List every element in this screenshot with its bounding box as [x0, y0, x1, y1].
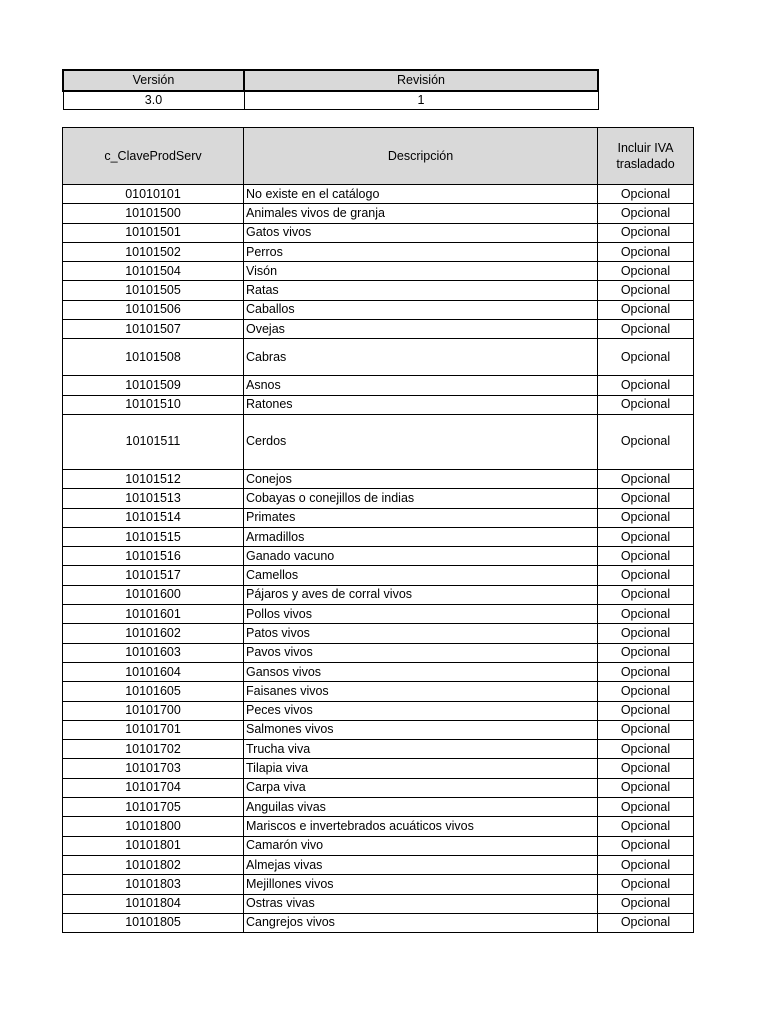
iva-cell: Opcional	[598, 605, 694, 624]
code-cell: 10101701	[63, 720, 244, 739]
code-cell: 10101601	[63, 605, 244, 624]
code-cell: 10101512	[63, 469, 244, 488]
table-row	[63, 508, 694, 527]
table-row	[63, 913, 694, 932]
code-cell: 10101600	[63, 585, 244, 604]
code-cell: 10101510	[63, 395, 244, 414]
code-cell: 10101509	[63, 376, 244, 395]
iva-cell: Opcional	[598, 414, 694, 469]
iva-cell: Opcional	[598, 223, 694, 242]
description-cell: Camellos	[244, 566, 598, 585]
table-row	[63, 662, 694, 681]
table-row	[63, 395, 694, 414]
table-row	[63, 223, 694, 242]
code-cell: 10101506	[63, 300, 244, 319]
description-cell: Animales vivos de granja	[244, 204, 598, 223]
description-cell: Conejos	[244, 469, 598, 488]
iva-column-header: Incluir IVA trasladado	[598, 128, 694, 185]
table-row	[63, 605, 694, 624]
table-row	[63, 320, 694, 339]
description-cell: Salmones vivos	[244, 720, 598, 739]
code-cell: 10101515	[63, 527, 244, 546]
iva-cell: Opcional	[598, 242, 694, 261]
description-cell: Peces vivos	[244, 701, 598, 720]
iva-cell: Opcional	[598, 185, 694, 204]
description-cell: Camarón vivo	[244, 836, 598, 855]
table-row	[63, 376, 694, 395]
description-cell: Ratones	[244, 395, 598, 414]
code-cell: 10101511	[63, 414, 244, 469]
iva-cell: Opcional	[598, 262, 694, 281]
iva-cell: Opcional	[598, 469, 694, 488]
description-cell: Ratas	[244, 281, 598, 300]
description-cell: Pollos vivos	[244, 605, 598, 624]
iva-cell: Opcional	[598, 566, 694, 585]
table-row	[63, 701, 694, 720]
code-cell: 10101703	[63, 759, 244, 778]
iva-cell: Opcional	[598, 855, 694, 874]
description-column-header: Descripción	[244, 128, 598, 185]
description-cell: Anguilas vivas	[244, 798, 598, 817]
table-row	[63, 469, 694, 488]
table-row	[63, 798, 694, 817]
iva-cell: Opcional	[598, 281, 694, 300]
iva-cell: Opcional	[598, 527, 694, 546]
description-cell: Gatos vivos	[244, 223, 598, 242]
table-row	[63, 339, 694, 376]
iva-cell: Opcional	[598, 875, 694, 894]
description-cell: Ostras vivas	[244, 894, 598, 913]
catalog-table	[62, 127, 694, 933]
iva-cell: Opcional	[598, 339, 694, 376]
code-cell: 10101513	[63, 489, 244, 508]
code-cell: 10101802	[63, 855, 244, 874]
code-cell: 01010101	[63, 185, 244, 204]
iva-cell: Opcional	[598, 547, 694, 566]
iva-cell: Opcional	[598, 913, 694, 932]
iva-cell: Opcional	[598, 643, 694, 662]
code-cell: 10101705	[63, 798, 244, 817]
revision-value: 1	[244, 91, 598, 110]
iva-cell: Opcional	[598, 701, 694, 720]
iva-cell: Opcional	[598, 836, 694, 855]
table-row	[63, 778, 694, 797]
description-cell: Trucha viva	[244, 740, 598, 759]
table-row	[63, 242, 694, 261]
description-cell: Primates	[244, 508, 598, 527]
version-header: Versión	[63, 70, 244, 91]
description-cell: Cobayas o conejillos de indias	[244, 489, 598, 508]
description-cell: Faisanes vivos	[244, 682, 598, 701]
description-cell: Mariscos e invertebrados acuáticos vivos	[244, 817, 598, 836]
description-cell: Ovejas	[244, 320, 598, 339]
description-cell: Caballos	[244, 300, 598, 319]
description-cell: Almejas vivas	[244, 855, 598, 874]
version-value: 3.0	[63, 91, 244, 110]
description-cell: Cabras	[244, 339, 598, 376]
revision-header: Revisión	[244, 70, 598, 91]
code-cell: 10101804	[63, 894, 244, 913]
description-cell: Gansos vivos	[244, 662, 598, 681]
iva-cell: Opcional	[598, 489, 694, 508]
code-cell: 10101504	[63, 262, 244, 281]
table-row	[63, 759, 694, 778]
version-table	[62, 69, 599, 110]
description-cell: Ganado vacuno	[244, 547, 598, 566]
description-cell: Cangrejos vivos	[244, 913, 598, 932]
description-cell: Cerdos	[244, 414, 598, 469]
description-cell: Tilapia viva	[244, 759, 598, 778]
code-cell: 10101700	[63, 701, 244, 720]
iva-cell: Opcional	[598, 585, 694, 604]
code-cell: 10101602	[63, 624, 244, 643]
iva-cell: Opcional	[598, 817, 694, 836]
iva-cell: Opcional	[598, 376, 694, 395]
code-cell: 10101501	[63, 223, 244, 242]
description-cell: No existe en el catálogo	[244, 185, 598, 204]
table-row	[63, 414, 694, 469]
code-cell: 10101800	[63, 817, 244, 836]
table-row	[63, 624, 694, 643]
description-cell: Pavos vivos	[244, 643, 598, 662]
table-row	[63, 585, 694, 604]
table-row	[63, 875, 694, 894]
description-cell: Patos vivos	[244, 624, 598, 643]
code-cell: 10101603	[63, 643, 244, 662]
code-cell: 10101502	[63, 242, 244, 261]
iva-cell: Opcional	[598, 662, 694, 681]
table-row	[63, 720, 694, 739]
catalog-body	[63, 185, 694, 933]
code-cell: 10101505	[63, 281, 244, 300]
code-cell: 10101508	[63, 339, 244, 376]
description-cell: Visón	[244, 262, 598, 281]
table-row	[63, 547, 694, 566]
code-cell: 10101702	[63, 740, 244, 759]
table-row	[63, 262, 694, 281]
code-cell: 10101801	[63, 836, 244, 855]
table-row	[63, 527, 694, 546]
table-row	[63, 185, 694, 204]
description-cell: Asnos	[244, 376, 598, 395]
iva-cell: Opcional	[598, 798, 694, 817]
iva-cell: Opcional	[598, 508, 694, 527]
table-row	[63, 643, 694, 662]
table-row	[63, 817, 694, 836]
iva-cell: Opcional	[598, 395, 694, 414]
description-cell: Mejillones vivos	[244, 875, 598, 894]
iva-cell: Opcional	[598, 720, 694, 739]
iva-cell: Opcional	[598, 320, 694, 339]
iva-cell: Opcional	[598, 740, 694, 759]
iva-cell: Opcional	[598, 204, 694, 223]
table-row	[63, 300, 694, 319]
table-row	[63, 566, 694, 585]
code-column-header: c_ClaveProdServ	[63, 128, 244, 185]
iva-cell: Opcional	[598, 300, 694, 319]
table-row	[63, 682, 694, 701]
iva-cell: Opcional	[598, 682, 694, 701]
code-cell: 10101517	[63, 566, 244, 585]
iva-cell: Opcional	[598, 778, 694, 797]
table-row	[63, 204, 694, 223]
description-cell: Perros	[244, 242, 598, 261]
code-cell: 10101516	[63, 547, 244, 566]
code-cell: 10101605	[63, 682, 244, 701]
description-cell: Armadillos	[244, 527, 598, 546]
table-row	[63, 836, 694, 855]
code-cell: 10101604	[63, 662, 244, 681]
description-cell: Carpa viva	[244, 778, 598, 797]
table-row	[63, 855, 694, 874]
code-cell: 10101704	[63, 778, 244, 797]
table-row	[63, 740, 694, 759]
table-row	[63, 281, 694, 300]
description-cell: Pájaros y aves de corral vivos	[244, 585, 598, 604]
table-row	[63, 894, 694, 913]
code-cell: 10101803	[63, 875, 244, 894]
table-row	[63, 489, 694, 508]
iva-cell: Opcional	[598, 759, 694, 778]
iva-cell: Opcional	[598, 624, 694, 643]
iva-cell: Opcional	[598, 894, 694, 913]
code-cell: 10101805	[63, 913, 244, 932]
code-cell: 10101507	[63, 320, 244, 339]
code-cell: 10101500	[63, 204, 244, 223]
code-cell: 10101514	[63, 508, 244, 527]
